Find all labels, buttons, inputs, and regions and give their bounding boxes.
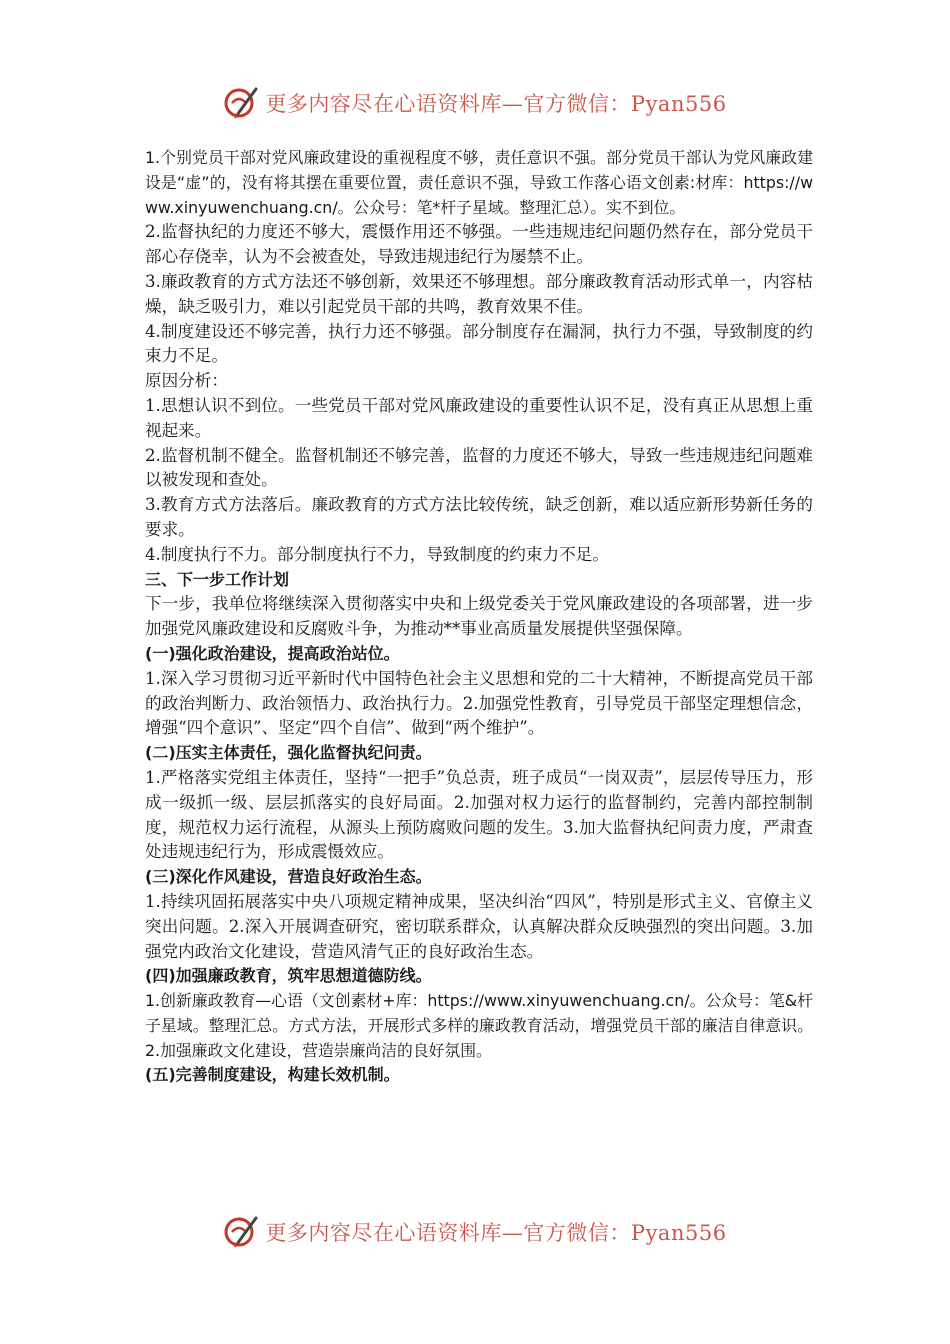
footer-watermark: [0, 1212, 950, 1252]
document-body: [145, 146, 813, 1088]
paragraph: 1.持续巩固拓展落实中央八项规定精神成果，坚决纠治“四风”，特别是形式主义、官僚主义突出问题。2.深入开展调查研究，密切联系群众，认真解决群众反映强烈的突出问题。3.加强党内政治文化建设，营造风清气正的良好政治生态。: [145, 891, 813, 961]
pen-logo-icon: [223, 85, 259, 121]
watermark-text: 更多内容尽在心语资料库—官方微信：Pyan556: [265, 1221, 727, 1245]
paragraph: 2.监督机制不健全。监督机制还不够完善，监督的力度还不够大，导致一些违规违纪问题难以被发现和查处。: [145, 445, 813, 490]
paragraph: 3.教育方式方法落后。廉政教育的方式方法比较传统，缺乏创新，难以适应新形势新任务的要求。: [145, 495, 813, 539]
header-watermark: [0, 83, 950, 123]
paragraph: 4.制度执行不力。部分制度执行不力，导致制度的约束力不足。: [145, 544, 609, 564]
subsection-heading: (一)强化政治建设，提高政治站位。: [145, 643, 400, 663]
paragraph: 1.严格落实党组主体责任，坚持“一把手”负总责，班子成员“一岗双责”，层层传导压力，形成一级抓一级、层层抓落实的良好局面。2.加强对权力运行的监督制约，完善内部控制制度，规范权力运行流程，从源头上预防腐败问题的发生。3.加大监督执纪问责力度，严肃查处违规违纪行为，形成震慑效应。: [145, 767, 813, 862]
subsection-heading: (五)完善制度建设，构建长效机制。: [145, 1065, 400, 1085]
paragraph: 1.创新廉政教育—心语（文创素材+库：https://www.xinyuwenchuang.cn/。公众号：笔&杆子星域。整理汇总。方式方法，开展形式多样的廉政教育活动，增强党员干部的廉洁自律意识。2.加强廉政文化建设，营造崇廉尚洁的良好氛围。: [145, 991, 813, 1060]
subsection-heading: (四)加强廉政教育，筑牢思想道德防线。: [145, 966, 432, 986]
paragraph: 下一步，我单位将继续深入贯彻落实中央和上级党委关于党风廉政建设的各项部署，进一步加强党风廉政建设和反腐败斗争，为推动**事业高质量发展提供坚强保障。: [145, 594, 813, 639]
paragraph: 4.制度建设还不够完善，执行力还不够强。部分制度存在漏洞，执行力不强，导致制度的约束力不足。: [145, 321, 813, 366]
paragraph: 2.监督执纪的力度还不够大，震慑作用还不够强。一些违规违纪问题仍然存在，部分党员干部心存侥幸，认为不会被查处，导致违规违纪行为屡禁不止。: [145, 222, 813, 267]
watermark-text: 更多内容尽在心语资料库—官方微信：Pyan556: [265, 92, 727, 116]
paragraph: 1.个别党员干部对党风廉政建设的重视程度不够，责任意识不强。部分党员干部认为党风廉政建设是“虚”的，没有将其摆在重要位置，责任意识不强，导致工作落心语文创素:材库：https://www.xinyuwenchuang.cn/。公众号：笔*杆子星域。整理汇总）。实不到位。: [145, 148, 813, 217]
pen-logo-icon: [223, 1214, 259, 1250]
paragraph: 原因分析：: [145, 371, 228, 391]
subsection-heading: (三)深化作风建设，营造良好政治生态。: [145, 867, 432, 887]
paragraph: 1.思想认识不到位。一些党员干部对党风廉政建设的重要性认识不足，没有真正从思想上重视起来。: [145, 395, 813, 440]
paragraph: 1.深入学习贯彻习近平新时代中国特色社会主义思想和党的二十大精神，不断提高党员干部的政治判断力、政治领悟力、政治执行力。2.加强党性教育，引导党员干部坚定理想信念，增强“四个意识”、坚定“四个自信”、做到“两个维护”。: [145, 668, 813, 738]
section-heading: 三、下一步工作计划: [145, 569, 290, 589]
subsection-heading: (二)压实主体责任，强化监督执纪问责。: [145, 743, 432, 763]
paragraph: 3.廉政教育的方式方法还不够创新，效果还不够理想。部分廉政教育活动形式单一，内容枯燥，缺乏吸引力，难以引起党员干部的共鸣，教育效果不佳。: [145, 271, 813, 316]
